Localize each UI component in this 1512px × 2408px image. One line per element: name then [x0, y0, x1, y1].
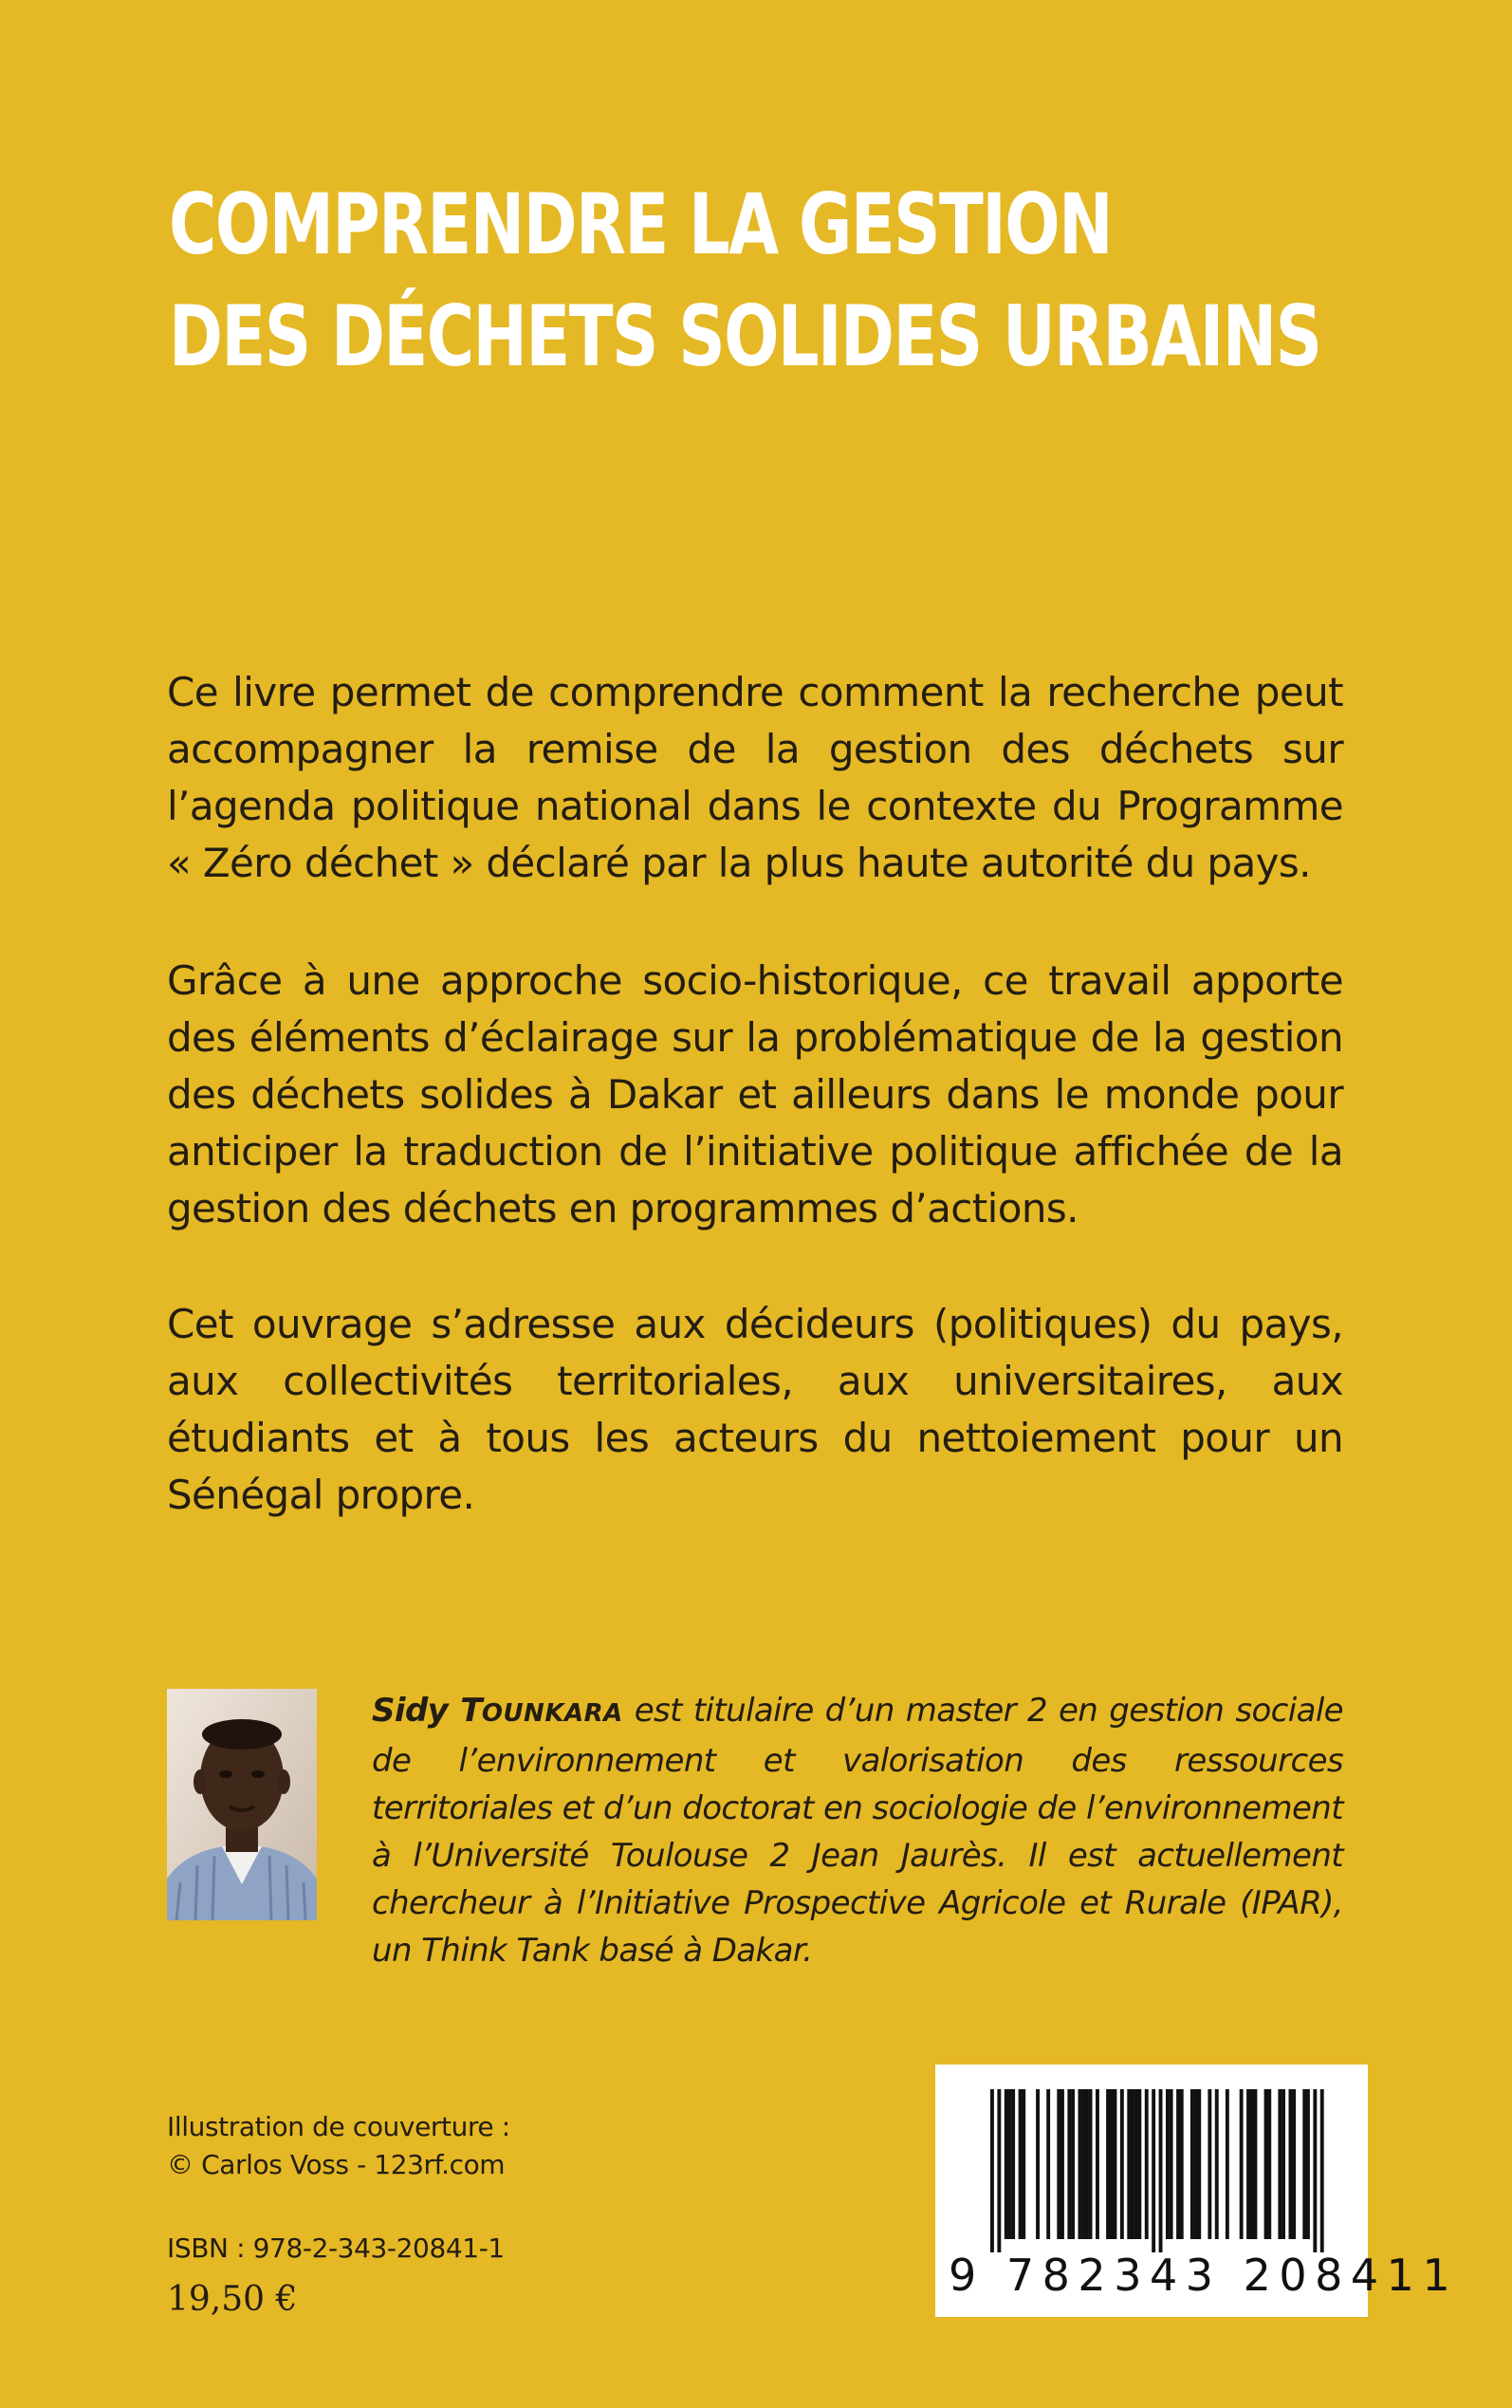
barcode-bar [1071, 2089, 1075, 2239]
author-first-name: Sidy [372, 1692, 449, 1730]
barcode-bar [1019, 2089, 1023, 2239]
barcode-bar [1131, 2089, 1134, 2239]
author-last-name-rest: OUNKARA [481, 1699, 623, 1728]
barcode-bar [1313, 2089, 1317, 2252]
barcode-bar [1267, 2089, 1271, 2239]
barcode-bar [1081, 2089, 1085, 2239]
cover-credit-value: © Carlos Voss - 123rf.com [167, 2149, 506, 2180]
barcode-bar [1036, 2089, 1040, 2239]
barcode-bar [1096, 2089, 1099, 2239]
barcode-bar [1292, 2089, 1296, 2239]
barcode-bar [1152, 2089, 1155, 2252]
barcode-bar [1320, 2089, 1324, 2252]
barcode-bar [1159, 2089, 1163, 2252]
book-title [169, 169, 1321, 393]
barcode-bar [1134, 2089, 1138, 2239]
price: 19,50 € [167, 2280, 298, 2319]
barcode-bar [1106, 2089, 1110, 2239]
barcode-bar [1011, 2089, 1015, 2239]
barcode-bar [1060, 2089, 1064, 2239]
author-last-name-initial: T [460, 1692, 482, 1730]
barcode-bar [1306, 2089, 1310, 2239]
barcode-bar [1089, 2089, 1093, 2239]
barcode-bar [1282, 2089, 1285, 2239]
barcode-bar [1166, 2089, 1170, 2239]
barcode-bar [1215, 2089, 1219, 2239]
barcode-bar [1114, 2089, 1117, 2239]
title-line-1: COMPRENDRE LA GESTION [169, 176, 1112, 273]
title-line-2: DES DÉCHETS SOLIDES URBAINS [169, 287, 1321, 385]
barcode-bar [1194, 2089, 1198, 2239]
barcode-bars [935, 2065, 1368, 2254]
barcode-bar [1005, 2089, 1008, 2239]
barcode-bar [1180, 2089, 1184, 2239]
barcode-bar [1240, 2089, 1244, 2239]
blurb-paragraph-2: Grâce à une approche socio-historique, ce travail apporte des éléments d’éclairage sur la problématique de la gestion des déchets solides à Dakar et ailleurs dans le monde pour anticiper la traduction de l’initiative politique affichée de la gestion des déchets en programmes d’actions. [167, 957, 1343, 1232]
barcode-bar [1067, 2089, 1071, 2239]
barcode-bar [1264, 2089, 1268, 2239]
barcode-bar [1302, 2089, 1306, 2239]
barcode-bar [1137, 2089, 1141, 2239]
barcode-bar [1208, 2089, 1211, 2239]
barcode-bar [1250, 2089, 1254, 2239]
barcode-bar [997, 2089, 1001, 2252]
barcode-bar [1170, 2089, 1173, 2239]
blurb-paragraph-1: Ce livre permet de comprendre comment la recherche peut accompagner la remise de la gestion des déchets sur l’agenda politique national dans le contexte du Programme « Zéro déchet » déclaré par la plus haute autorité du pays. [167, 669, 1343, 886]
barcode-bar [1278, 2089, 1282, 2239]
barcode [935, 2065, 1459, 2317]
isbn: ISBN : 978-2-343-20841-1 [167, 2232, 505, 2264]
barcode-bar [1226, 2089, 1229, 2239]
barcode-bar [1085, 2089, 1089, 2239]
author-bio-text: est titulaire d’un master 2 en gestion sociale de l’environnement et valorisation des ressources territoriales et d’un doctorat en sociologie de l’environnement à l’Université Toulouse 2 Jean Jaurès. Il est actuellement chercheur à l’Initiative Prospective Agricole et Rurale (IPAR), un Think Tank basé à Dakar. [372, 1692, 1343, 1970]
barcode-bar [1197, 2089, 1201, 2239]
barcode-bar [1057, 2089, 1060, 2239]
barcode-bar [1254, 2089, 1258, 2239]
barcode-bar [1176, 2089, 1180, 2239]
barcode-bar [1046, 2089, 1050, 2239]
barcode-bar [1246, 2089, 1250, 2239]
barcode-bar [1008, 2089, 1012, 2239]
barcode-bar [1022, 2089, 1025, 2239]
cover-credit [167, 2108, 736, 2184]
barcode-bar [1079, 2089, 1082, 2239]
barcode-bar [1145, 2089, 1149, 2239]
barcode-bar [1110, 2089, 1114, 2239]
author-portrait-image [167, 1689, 317, 1920]
blurb-paragraph-3: Cet ouvrage s’adresse aux décideurs (politiques) du pays, aux collectivités territoriales, aux universitaires, aux étudiants et à tous les acteurs du nettoiement pour un Sénégal propre. [167, 1301, 1343, 1518]
barcode-digits: 9 782343 208411 [949, 2250, 1459, 2301]
barcode-bar [1289, 2089, 1293, 2239]
author-bio [372, 1687, 1343, 1974]
barcode-bar [1127, 2089, 1131, 2239]
cover-credit-label: Illustration de couverture : [167, 2111, 510, 2142]
author-name [372, 1692, 623, 1730]
barcode-bar [1120, 2089, 1124, 2239]
barcode-bar [990, 2089, 994, 2252]
author-photo [167, 1689, 317, 1920]
barcode-bar [1190, 2089, 1194, 2239]
